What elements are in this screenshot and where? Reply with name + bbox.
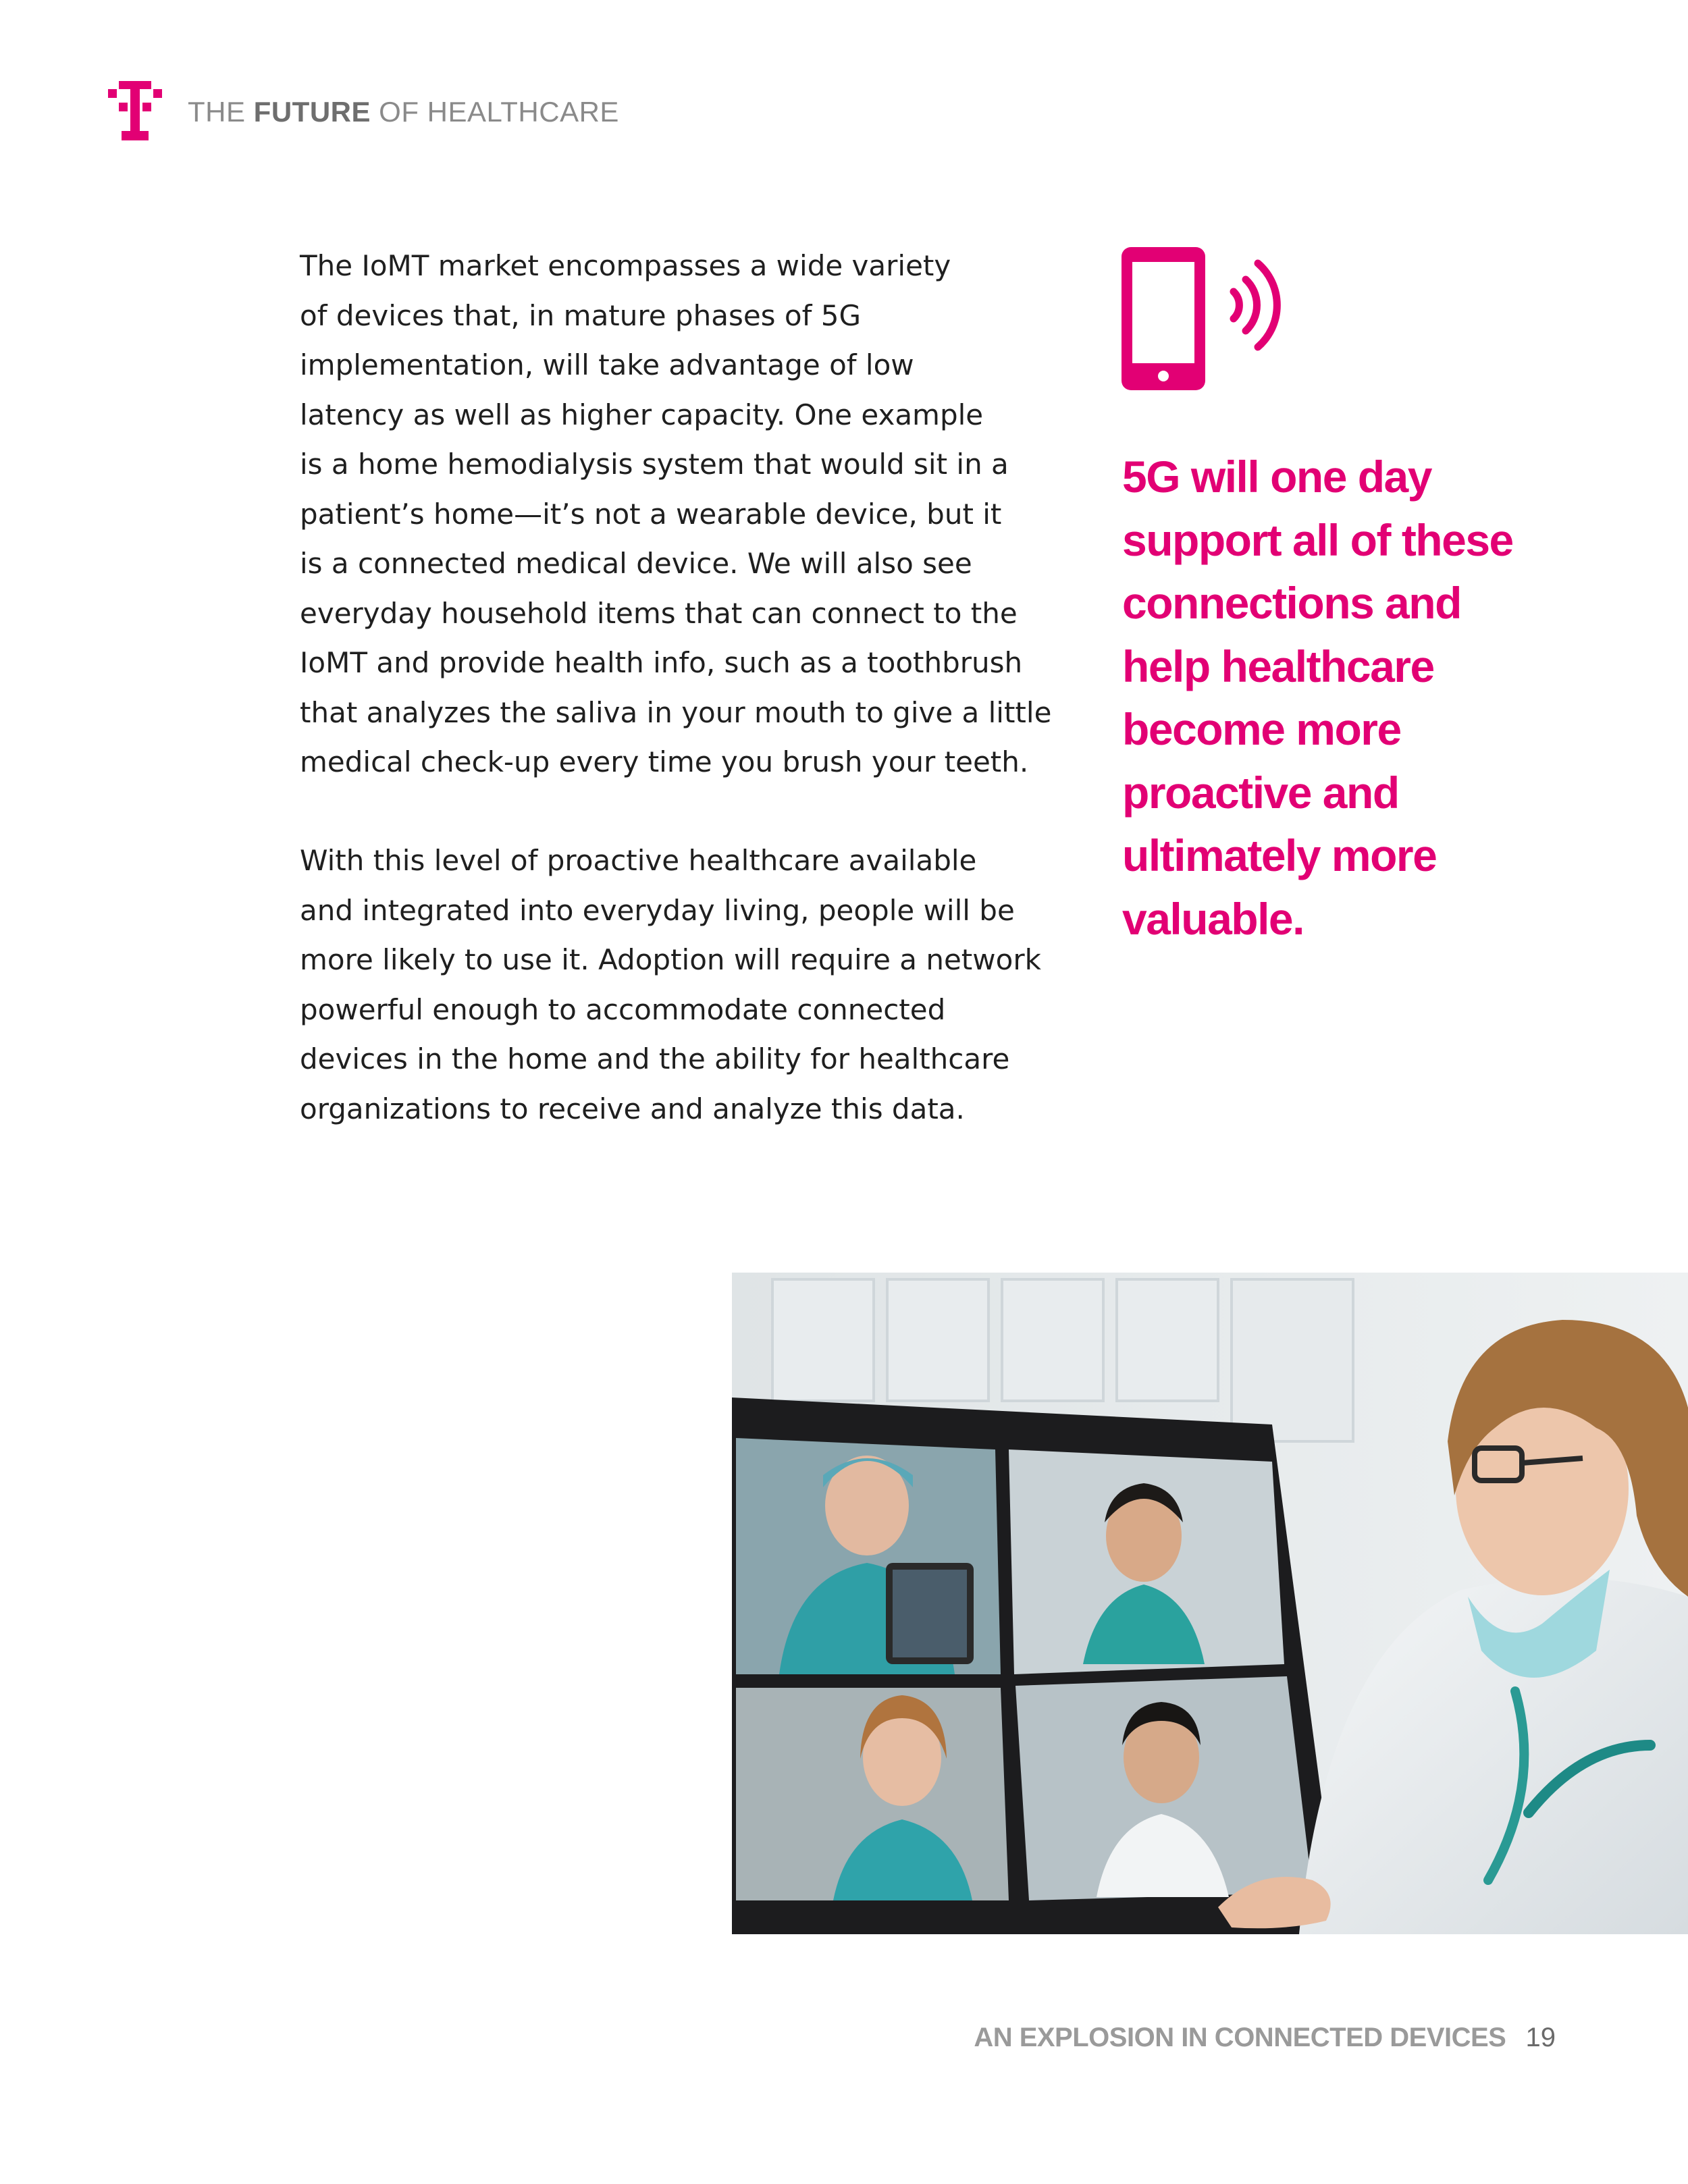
paragraph-line: is a home hemodialysis system that would sit in a (300, 448, 1009, 481)
pull-quote-line: connections and (1122, 578, 1461, 628)
pull-quote-line: ultimately more (1122, 830, 1437, 880)
pull-quote-line: 5G will one day (1122, 452, 1431, 502)
paragraph-line: latency as well as higher capacity. One example (300, 398, 984, 431)
pull-quote-line: proactive and (1122, 767, 1399, 818)
page-header-title (188, 96, 619, 128)
paragraph-line: With this level of proactive healthcare available (300, 844, 977, 877)
paragraph-line: The IoMT market encompasses a wide variety (300, 249, 951, 282)
paragraph-line: that analyzes the saliva in your mouth to give a little (300, 695, 1052, 729)
paragraph-line: and integrated into everyday living, people will be (300, 893, 1015, 927)
doctor-video-conference-photo (732, 1273, 1688, 1934)
pull-quote (1122, 446, 1635, 951)
paragraph-line: implementation, will take advantage of low (300, 348, 914, 381)
pull-quote-line: become more (1122, 704, 1401, 754)
footer-section-title: AN EXPLOSION IN CONNECTED DEVICES (974, 2023, 1506, 2052)
paragraph-line: everyday household items that can connect to the (300, 596, 1018, 630)
paragraph-line: powerful enough to accommodate connected (300, 992, 946, 1026)
page-number: 19 (1525, 2023, 1556, 2052)
body-paragraph-2 (300, 836, 1076, 1134)
body-paragraph-1 (300, 241, 1076, 787)
paragraph-line: organizations to receive and analyze this data. (300, 1092, 965, 1125)
pull-quote-line: support all of these (1122, 514, 1513, 565)
paragraph-line: IoMT and provide health info, such as a toothbrush (300, 646, 1023, 679)
paragraph-line: is a connected medical device. We will also see (300, 547, 972, 580)
paragraph-line: of devices that, in mature phases of 5G (300, 298, 861, 332)
paragraph-line: patient’s home—it’s not a wearable device, but it (300, 497, 1002, 531)
photo-illustration (732, 1273, 1688, 1934)
page-footer (974, 2023, 1556, 2053)
pull-quote-line: valuable. (1122, 893, 1304, 944)
pull-quote-line: help healthcare (1122, 641, 1434, 691)
smartphone-signal-icon (1117, 243, 1293, 405)
paragraph-line: more likely to use it. Adoption will require a network (300, 943, 1041, 976)
header-title-suffix: OF HEALTHCARE (371, 96, 619, 128)
header-title-prefix: THE (188, 96, 254, 128)
paragraph-line: medical check-up every time you brush your teeth. (300, 745, 1029, 778)
telekom-t-logo (108, 81, 162, 140)
header-title-strong: FUTURE (253, 96, 371, 128)
paragraph-line: devices in the home and the ability for healthcare (300, 1042, 1010, 1075)
